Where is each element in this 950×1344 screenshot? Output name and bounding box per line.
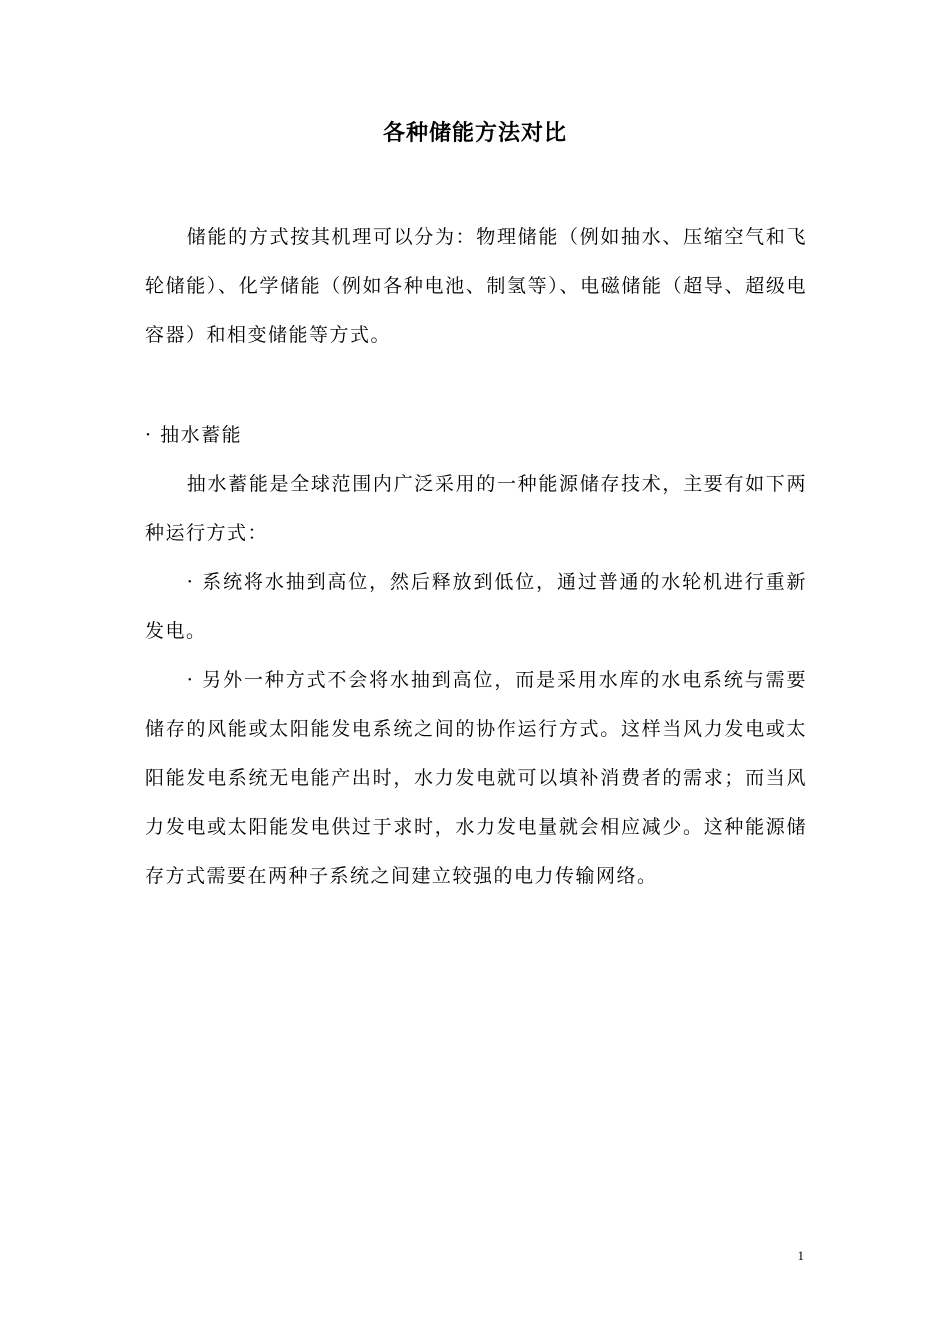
page-number: 1 xyxy=(797,1248,804,1263)
bullet-paragraph: · 系统将水抽到高位，然后释放到低位，通过普通的水轮机进行重新发电。 xyxy=(145,571,807,642)
document-title: 各种储能方法对比 xyxy=(382,121,567,146)
section-lead-paragraph: 抽水蓄能是全球范围内广泛采用的一种能源储存技术，主要有如下两种运行方式： xyxy=(145,473,807,544)
section-heading: · 抽水蓄能 xyxy=(145,424,243,446)
intro-paragraph: 储能的方式按其机理可以分为：物理储能（例如抽水、压缩空气和飞轮储能）、化学储能（例如各种电池、制氢等）、电磁储能（超导、超级电容器）和相变储能等方式。 xyxy=(145,226,807,346)
intro-section xyxy=(145,213,807,360)
bullet-paragraph: · 另外一种方式不会将水抽到高位，而是采用水库的水电系统与需要储存的风能或太阳能发电系统之间的协作运行方式。这样当风力发电或太阳能发电系统无电能产出时，水力发电就可以填补消费者的需求；而当风力发电或太阳能发电供过于求时，水力发电量就会相应减少。这种能源储存方式需要在两种子系统之间建立较强的电力传输网络。 xyxy=(145,669,807,887)
pumped-storage-section xyxy=(145,411,807,901)
